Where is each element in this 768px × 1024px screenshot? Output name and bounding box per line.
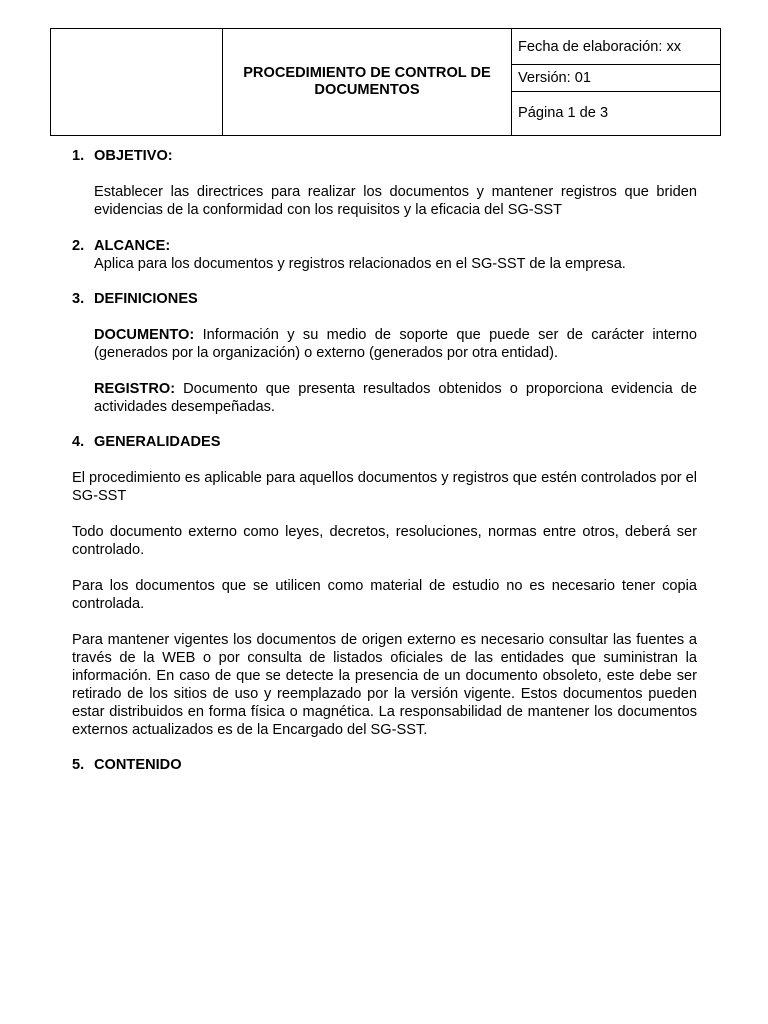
alcance-text: Aplica para los documentos y registros relacionados en el SG-SST de la empresa.	[94, 256, 626, 272]
document-body	[72, 147, 697, 774]
section-number: 2.	[72, 238, 85, 254]
section-heading-objetivo	[72, 147, 697, 165]
section-number: 3.	[72, 291, 85, 307]
objetivo-text: Establecer las directrices para realizar los documentos y mantener registros que briden evidencias de la conformidad con los requisitos y la eficacia del SG-SST	[94, 184, 697, 218]
section-title: CONTENIDO	[94, 757, 182, 773]
pagina: Página 1 de 3	[512, 91, 721, 135]
section-heading-generalidades	[72, 433, 697, 451]
definicion-term: DOCUMENTO:	[94, 327, 195, 343]
generalidades-paragraph: Para mantener vigentes los documentos de origen externo es necesario consultar las fuentes a través de la WEB o por consulta de listados oficiales de las entidades que suministran la información. En caso de que se detecte la presencia de un documento obsoleto, este debe ser retirado de los sitios de uso y reemplazado por la versión vigente. Estos documentos pueden estar distribuidos en forma física o magnética. La responsabilidad de mantener los documentos externos actualizados es de la Encargado del SG-SST.	[72, 632, 697, 738]
document-title: PROCEDIMIENTO DE CONTROL DE DOCUMENTOS	[223, 29, 512, 136]
fecha-elaboracion: Fecha de elaboración: xx	[512, 29, 721, 65]
definicion-text: Información y su medio de soporte que puede ser de carácter interno (generados por la organización) o externo (generados por otra entidad).	[94, 327, 697, 361]
section-title: ALCANCE:	[94, 238, 171, 254]
generalidades-paragraph: El procedimiento es aplicable para aquellos documentos y registros que estén controlados por el SG-SST	[72, 470, 697, 504]
definicion-documento	[72, 326, 697, 362]
section-title: OBJETIVO:	[94, 148, 173, 164]
logo-cell	[51, 29, 223, 136]
definicion-text: Documento que presenta resultados obtenidos o proporciona evidencia de actividades desempeñadas.	[94, 381, 697, 415]
section-heading-contenido	[72, 756, 697, 774]
section-heading-definiciones	[72, 290, 697, 308]
section-heading-alcance	[72, 237, 697, 255]
section-title: GENERALIDADES	[94, 434, 221, 450]
version: Versión: 01	[512, 65, 721, 91]
definicion-registro	[72, 380, 697, 416]
definicion-term: REGISTRO:	[94, 381, 176, 397]
section-number: 1.	[72, 148, 85, 164]
section-title: DEFINICIONES	[94, 291, 198, 307]
generalidades-paragraph: Todo documento externo como leyes, decretos, resoluciones, normas entre otros, deberá ser controlado.	[72, 524, 697, 558]
section-number: 4.	[72, 434, 85, 450]
generalidades-paragraph: Para los documentos que se utilicen como material de estudio no es necesario tener copia controlada.	[72, 578, 697, 612]
section-number: 5.	[72, 757, 85, 773]
document-header-table	[50, 28, 721, 136]
